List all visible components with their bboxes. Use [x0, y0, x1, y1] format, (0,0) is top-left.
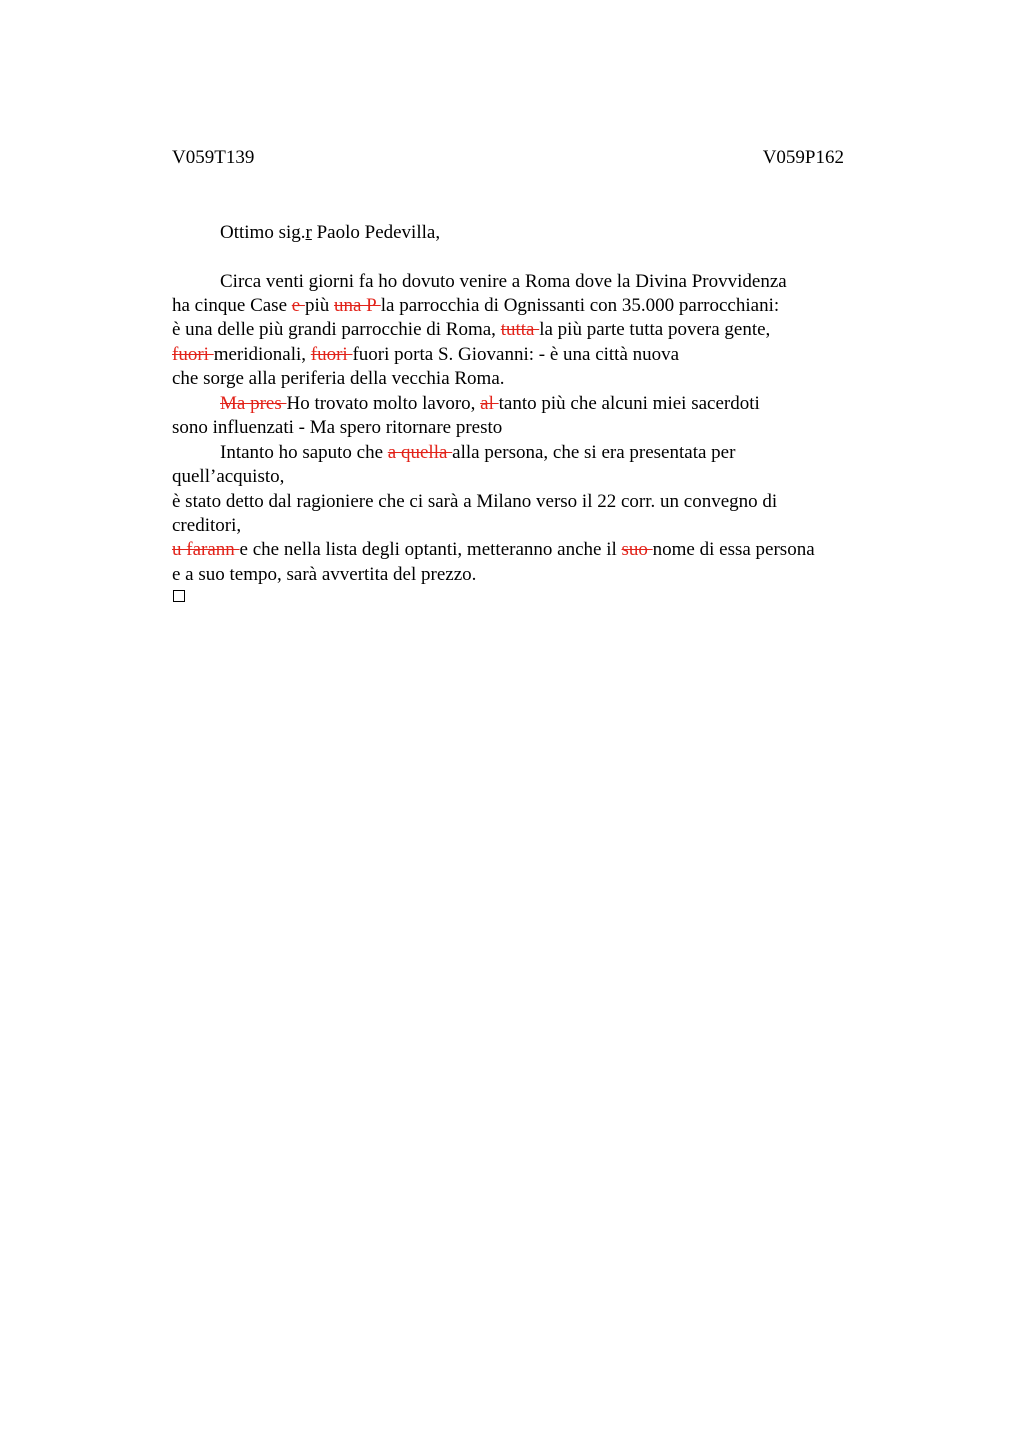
deleted-text: Ma pres: [220, 393, 287, 414]
text-segment: fuori porta S. Giovanni: - è una città nuova: [352, 344, 680, 365]
text-line-7: [172, 416, 502, 440]
deleted-text: suo: [621, 539, 653, 560]
text-line-11: [172, 514, 241, 538]
end-marker-box: [173, 590, 185, 602]
text-line-13: [172, 563, 476, 587]
text-line-8: [220, 441, 735, 465]
text-segment: creditori,: [172, 515, 242, 536]
deleted-text: fuori: [310, 344, 353, 365]
text-line-6: [220, 392, 760, 416]
deleted-text: e: [291, 295, 305, 316]
text-segment: meridionali,: [213, 344, 311, 365]
text-segment: Circa venti giorni fa ho dovuto venire a Roma dove la Divina Provvidenza: [220, 271, 787, 292]
deleted-text: fuori: [172, 344, 214, 365]
deleted-text: una P: [333, 295, 381, 316]
text-segment: è stato detto dal ragioniere che ci sarà a Milano verso il 22 corr. un convegno di: [172, 491, 778, 512]
document-code-right: V059P162: [762, 147, 844, 168]
salutation-prefix: Ottimo sig.: [220, 222, 306, 243]
text-segment: è una delle più grandi parrocchie di Roma,: [172, 319, 501, 340]
text-segment: Intanto ho saputo che: [220, 442, 388, 463]
text-line-10: [172, 490, 777, 514]
text-segment: sono influenzati - Ma spero ritornare presto: [172, 417, 503, 438]
text-segment: nome di essa persona: [652, 539, 815, 560]
text-segment: più: [304, 295, 334, 316]
text-line-5: [172, 367, 505, 391]
text-line-4: [172, 343, 679, 367]
text-line-2: [172, 294, 779, 318]
text-segment: che sorge alla periferia della vecchia Roma.: [172, 368, 505, 389]
text-segment: e che nella lista degli optanti, metteranno anche il: [239, 539, 622, 560]
text-segment: la parrocchia di Ognissanti con 35.000 parrocchiani:: [380, 295, 780, 316]
salutation-underlined: r: [305, 222, 312, 243]
text-line-9: [172, 465, 284, 489]
deleted-text: al: [480, 393, 499, 414]
text-segment: ha cinque Case: [172, 295, 292, 316]
text-line-1: [220, 270, 787, 294]
text-line-3: [172, 318, 770, 342]
text-segment: Ho trovato molto lavoro,: [286, 393, 481, 414]
salutation: [220, 221, 440, 245]
text-segment: la più parte tutta povera gente,: [539, 319, 771, 340]
text-segment: quell’acquisto,: [172, 466, 285, 487]
document-code-left: V059T139: [172, 147, 255, 168]
text-segment: alla persona, che si era presentata per: [452, 442, 736, 463]
text-line-12: [172, 538, 815, 562]
deleted-text: u farann: [172, 539, 240, 560]
deleted-text: a quella: [387, 442, 453, 463]
text-segment: e a suo tempo, sarà avvertita del prezzo.: [172, 564, 477, 585]
text-segment: tanto più che alcuni miei sacerdoti: [498, 393, 760, 414]
salutation-suffix: Paolo Pedevilla,: [311, 222, 441, 243]
deleted-text: tutta: [500, 319, 540, 340]
